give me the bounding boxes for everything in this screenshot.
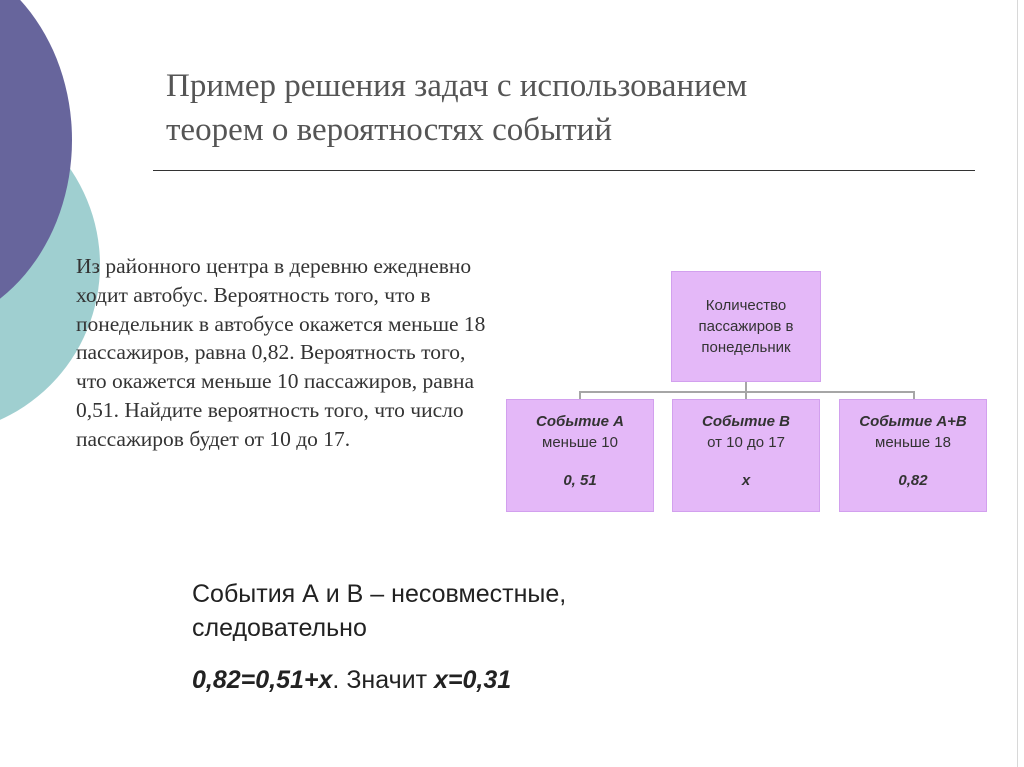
event-a-desc: меньше 10 (542, 434, 618, 451)
root-line-1: Количество (705, 297, 787, 314)
diagram-root-box (671, 271, 821, 382)
equation: 0,82=0,51+x (192, 666, 333, 694)
connector-event-a (579, 391, 581, 399)
slide-title-line-1: Пример решения задач с использованием (166, 68, 748, 104)
title-underline (153, 170, 975, 171)
conclusion-text (192, 577, 566, 645)
event-a-value: 0, 51 (563, 472, 597, 489)
event-b-value: x (741, 472, 751, 489)
result-line (192, 663, 511, 697)
conclusion-line-2: следовательно (192, 614, 367, 642)
root-line-2: пассажиров в (698, 318, 794, 335)
slide-title-line-2: теорем о вероятностях событий (166, 112, 612, 148)
event-ab-value: 0,82 (898, 472, 928, 489)
connector-event-ab (913, 391, 915, 399)
event-ab-name: Событие А+В (859, 413, 967, 430)
event-a-box (506, 399, 654, 512)
slide-title (166, 64, 986, 152)
conclusion-line-1: События А и В – несовместные, (192, 580, 567, 608)
result-connector-text: . Значит (332, 666, 434, 694)
event-b-name: Событие В (702, 413, 790, 430)
connector-horizontal (579, 391, 915, 393)
event-a-name: Событие А (536, 413, 624, 430)
event-ab-box (839, 399, 987, 512)
event-b-box (672, 399, 820, 512)
event-b-desc: от 10 до 17 (707, 434, 785, 451)
connector-event-b (745, 391, 747, 399)
root-line-3: понедельник (701, 339, 791, 356)
event-ab-desc: меньше 18 (875, 434, 951, 451)
problem-statement: Из районного центра в деревню ежедневно ходит автобус. Вероятность того, что в понедельник в автобусе окажется меньше 18 пассажиров, равна 0,82. Вероятность того, что окажется меньше 10 пассажиров, равна 0,51. Найдите вероятность того, что число пассажиров будет от 10 до 17. (76, 254, 486, 451)
right-border-line (1017, 0, 1018, 767)
answer: x=0,31 (433, 666, 512, 694)
